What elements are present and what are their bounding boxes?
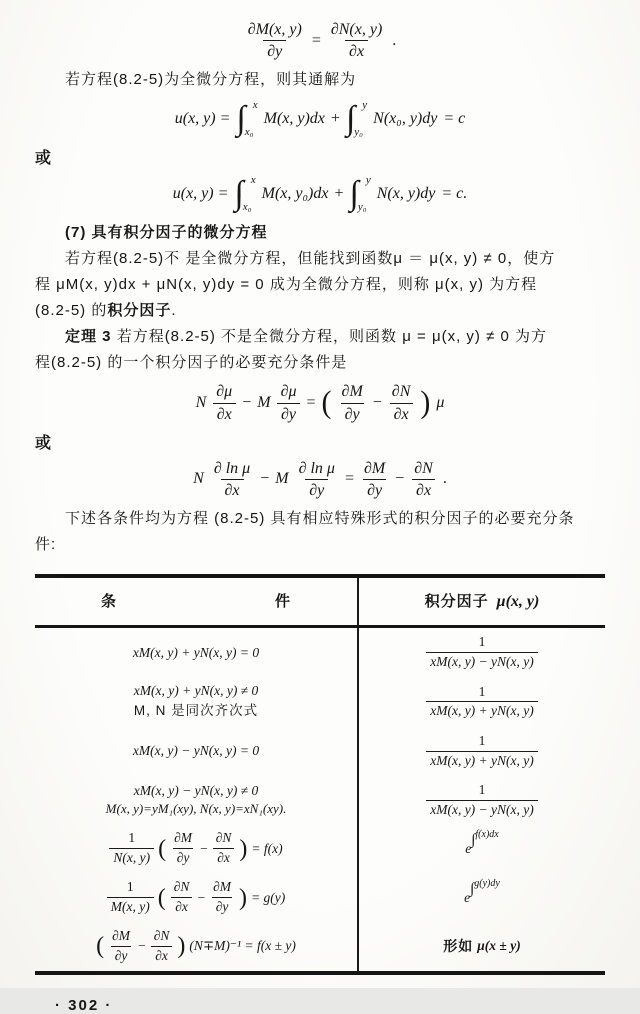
integral-x	[234, 174, 255, 214]
factor-fraction	[426, 733, 538, 770]
numerator: ∂N	[391, 383, 411, 401]
close-paren: )	[177, 933, 186, 960]
condition-cell	[35, 628, 357, 677]
header-condition-char: 条	[101, 592, 118, 610]
paragraph-line: 件:	[35, 536, 57, 554]
M-symbol: M	[257, 394, 271, 412]
condition-text: xM(x, y) + yN(x, y) = 0	[132, 644, 260, 660]
equals-sign: =	[306, 394, 316, 412]
integral-sign: ∫	[234, 175, 244, 213]
close-paren: )	[239, 884, 247, 911]
integrand-M: M(x, y₀)dx	[261, 185, 329, 203]
line-text: 若方程(8.2-5) 不是全微分方程，则函数 μ = μ(x, y) ≠ 0 为方	[116, 328, 547, 346]
header-condition-char: 件	[274, 592, 291, 610]
equation-ln-mu-condition	[35, 459, 605, 500]
equals-sign: =	[311, 31, 321, 49]
table-row	[35, 628, 605, 677]
denominator: ∂y	[363, 479, 386, 500]
denominator: ∂y	[277, 403, 300, 424]
factor-cell	[357, 727, 605, 776]
fraction-dlnmu-dy	[295, 459, 339, 500]
condition-cell	[35, 776, 357, 825]
minus-sign: −	[372, 394, 382, 412]
equals-fx: = f(x)	[251, 840, 283, 856]
header-factor-label: 积分因子	[424, 592, 489, 610]
upper-limit: x	[250, 174, 256, 187]
fraction-dlnmu-dx	[210, 459, 254, 500]
exponential-factor	[465, 828, 499, 857]
close-paren: )	[239, 835, 248, 862]
condition-text-2: M, N 是同次齐次式	[133, 702, 259, 718]
integrating-factor-table	[35, 574, 605, 975]
denominator: xM(x, y) − yN(x, y)	[426, 652, 538, 671]
paragraph-general-solution: 若方程(8.2-5)为全微分方程，则其通解为	[65, 71, 357, 89]
denominator: N(x, y)	[109, 848, 154, 867]
exponent-argument: f(x)dx	[475, 828, 499, 840]
mu-symbol: μ	[436, 394, 445, 412]
numerator: ∂ ln μ	[298, 459, 335, 477]
numerator: ∂μ	[280, 383, 297, 401]
minus-sign: −	[200, 840, 208, 856]
minus-sign: −	[242, 394, 252, 412]
close-paren: )	[420, 385, 431, 420]
theorem-label: 定理 3	[65, 328, 112, 346]
denominator: xM(x, y) + yN(x, y)	[426, 751, 538, 770]
denominator: ∂x	[171, 897, 192, 916]
integrand-N: N(x₀, y)dy	[373, 110, 438, 128]
fraction-dN-dx	[410, 459, 437, 500]
numerator: ∂μ	[216, 383, 233, 401]
fraction-dN-dx	[150, 928, 174, 965]
upper-limit: x	[252, 99, 258, 112]
paragraph-line: 下述各条件均为方程 (8.2-5) 具有相应特殊形式的积分因子的必要充分条	[65, 510, 575, 528]
condition-cell	[35, 677, 357, 727]
condition-tail: (N∓M)⁻¹ = f(x ± y)	[189, 938, 296, 954]
fraction-dN-dx	[388, 382, 415, 423]
numerator: ∂ ln μ	[213, 459, 251, 477]
denominator: xM(x, y) − yN(x, y)	[426, 800, 538, 819]
fraction-dM-dy	[360, 459, 389, 500]
fraction-dmu-dx	[212, 382, 236, 423]
table-header-row	[35, 578, 605, 628]
integral-sign: ∫	[471, 831, 476, 848]
u-xy-lhs: u(x, y) =	[174, 110, 231, 128]
numerator: ∂N(x, y)	[330, 21, 383, 38]
denominator: ∂y	[111, 946, 132, 965]
denominator: ∂x	[345, 40, 368, 61]
numerator: ∂N	[173, 879, 190, 895]
integrand-M: M(x, y)dx	[263, 110, 325, 128]
or-label-2: 或	[35, 434, 52, 452]
lower-limit: y₀	[354, 126, 363, 139]
open-paren: (	[158, 835, 167, 862]
numerator: ∂M(x, y)	[247, 21, 302, 38]
factor-cell	[357, 824, 605, 873]
e-base: e	[464, 889, 471, 905]
paragraph-line: 程(8.2-5) 的一个积分因子的必要充分条件是	[35, 354, 348, 372]
numerator: ∂M	[174, 830, 193, 846]
e-base: e	[465, 840, 472, 856]
line-text: .	[171, 302, 177, 320]
integral-sign: ∫	[345, 100, 356, 138]
header-factor-math: μ(x, y)	[496, 592, 540, 610]
exponent-argument: g(y)dy	[474, 877, 500, 889]
header-cell-condition	[35, 578, 357, 625]
factor-cell	[357, 628, 605, 677]
minus-sign: −	[260, 470, 270, 488]
equals-gy: = g(y)	[251, 889, 286, 905]
lower-limit: x₀	[242, 201, 252, 214]
factor-cell	[357, 922, 605, 971]
coef-fraction	[109, 830, 154, 867]
numerator: 1	[478, 634, 486, 650]
minus-sign: −	[395, 470, 405, 488]
factor-fraction	[426, 634, 538, 671]
equation-mu-condition	[35, 382, 605, 423]
header-cell-factor	[357, 578, 605, 625]
denominator: M(x, y)	[107, 897, 154, 916]
numerator: 1	[478, 732, 486, 748]
integrand-N: N(x, y)dy	[376, 185, 436, 203]
table-row	[35, 776, 605, 825]
table-row	[35, 727, 605, 776]
equals-c: = c.	[441, 185, 468, 203]
fraction-dmu-dy	[277, 382, 301, 423]
table-row	[35, 873, 605, 922]
condition-cell	[35, 824, 357, 873]
fraction-dN-dx	[212, 830, 236, 867]
minus-sign: −	[138, 938, 146, 954]
factor-cell	[357, 776, 605, 825]
numerator: 1	[128, 830, 136, 846]
denominator: ∂x	[412, 479, 435, 500]
numerator: ∂N	[414, 459, 433, 477]
denominator: ∂x	[151, 946, 172, 965]
paragraph-theorem-3	[35, 324, 605, 376]
integral-y	[346, 99, 367, 139]
denominator: ∂y	[341, 403, 364, 424]
denominator: ∂x	[213, 403, 236, 424]
denominator: ∂x	[221, 479, 244, 500]
integral-y	[350, 174, 371, 214]
denominator: ∂y	[212, 897, 233, 916]
plus-sign: +	[334, 185, 344, 203]
table-row	[35, 922, 605, 971]
bold-term-integrating-factor: 积分因子	[107, 302, 172, 320]
M-symbol: M	[275, 470, 289, 488]
paragraph-line	[35, 298, 605, 324]
equals-c: = c	[443, 110, 466, 128]
exponential-factor	[464, 877, 500, 906]
N-symbol: N	[195, 394, 207, 412]
integral-sign: ∫	[470, 880, 475, 897]
numerator: ∂N	[153, 927, 170, 943]
line-text: (8.2-5) 的	[35, 302, 108, 320]
period: .	[392, 31, 397, 49]
u-xy-lhs: u(x, y) =	[172, 185, 229, 203]
equation-solution-1	[35, 99, 605, 139]
equation-solution-2	[35, 174, 605, 214]
denominator: ∂y	[305, 479, 328, 500]
denominator: ∂y	[263, 40, 286, 61]
factor-cell	[357, 677, 605, 727]
fraction-dM-dy	[108, 928, 134, 965]
fraction-dN-dx	[327, 20, 386, 61]
coef-fraction	[107, 879, 154, 916]
paragraph-table-intro	[35, 506, 605, 558]
or-label-1: 或	[35, 150, 52, 168]
minus-sign: −	[197, 889, 206, 905]
denominator: xM(x, y) + yN(x, y)	[426, 701, 538, 720]
numerator: ∂M	[213, 879, 231, 895]
table-row	[35, 824, 605, 873]
open-paren: (	[96, 933, 105, 960]
numerator: 1	[478, 683, 486, 699]
lower-limit: x₀	[244, 126, 254, 139]
fraction-dM-dy	[170, 830, 196, 867]
paragraph-line: 程 μM(x, y)dx + μN(x, y)dy = 0 成为全微分方程，则称 μ(x, y) 为方程	[35, 276, 538, 294]
numerator: 1	[478, 781, 486, 797]
integral-sign: ∫	[349, 175, 359, 213]
open-paren: (	[321, 385, 332, 420]
condition-text-2: M(x, y)=yM₁(xy), N(x, y)=xN₁(xy).	[105, 801, 287, 816]
open-paren: (	[157, 884, 166, 911]
fraction-dN-dx	[170, 879, 194, 916]
equals-sign: =	[344, 470, 354, 488]
condition-text: xM(x, y) − yN(x, y) ≠ 0	[133, 783, 259, 798]
page-number: · 302 ·	[55, 996, 113, 1014]
upper-limit: y	[362, 99, 368, 112]
condition-cell	[35, 727, 357, 776]
fraction-dM-dy	[244, 20, 306, 61]
condition-cell	[35, 922, 357, 971]
plus-sign: +	[330, 110, 340, 128]
integral-x	[236, 99, 257, 139]
condition-cell	[35, 873, 357, 922]
section-heading-7: (7) 具有积分因子的微分方程	[65, 224, 268, 242]
paragraph-line	[35, 324, 605, 350]
numerator: 1	[126, 879, 134, 895]
denominator: ∂x	[213, 848, 234, 867]
N-symbol: N	[193, 470, 204, 488]
denominator: ∂y	[173, 848, 194, 867]
factor-math: μ(x ± y)	[477, 938, 521, 954]
numerator: ∂M	[364, 459, 386, 477]
factor-fraction	[426, 684, 538, 721]
factor-cell	[357, 873, 605, 922]
lower-limit: y₀	[357, 201, 367, 214]
factor-fraction	[426, 782, 538, 819]
denominator: ∂x	[390, 403, 413, 424]
period: .	[442, 470, 447, 488]
condition-text: xM(x, y) + yN(x, y) ≠ 0	[133, 682, 259, 698]
exactness-equation	[35, 20, 605, 61]
integral-sign: ∫	[236, 100, 246, 138]
factor-form-label: 形如	[443, 938, 474, 955]
condition-text: xM(x, y) − yN(x, y) = 0	[132, 743, 260, 759]
paragraph-line: 若方程(8.2-5)不 是全微分方程，但能找到函数μ ＝ μ(x, y) ≠ 0，使方	[65, 250, 556, 268]
paragraph-definition	[35, 246, 605, 324]
numerator: ∂M	[112, 927, 131, 943]
fraction-dM-dy	[209, 879, 235, 916]
fraction-dM-dy	[338, 382, 367, 423]
numerator: ∂M	[341, 383, 363, 401]
numerator: ∂N	[215, 830, 232, 846]
upper-limit: y	[365, 174, 371, 187]
table-row	[35, 677, 605, 727]
